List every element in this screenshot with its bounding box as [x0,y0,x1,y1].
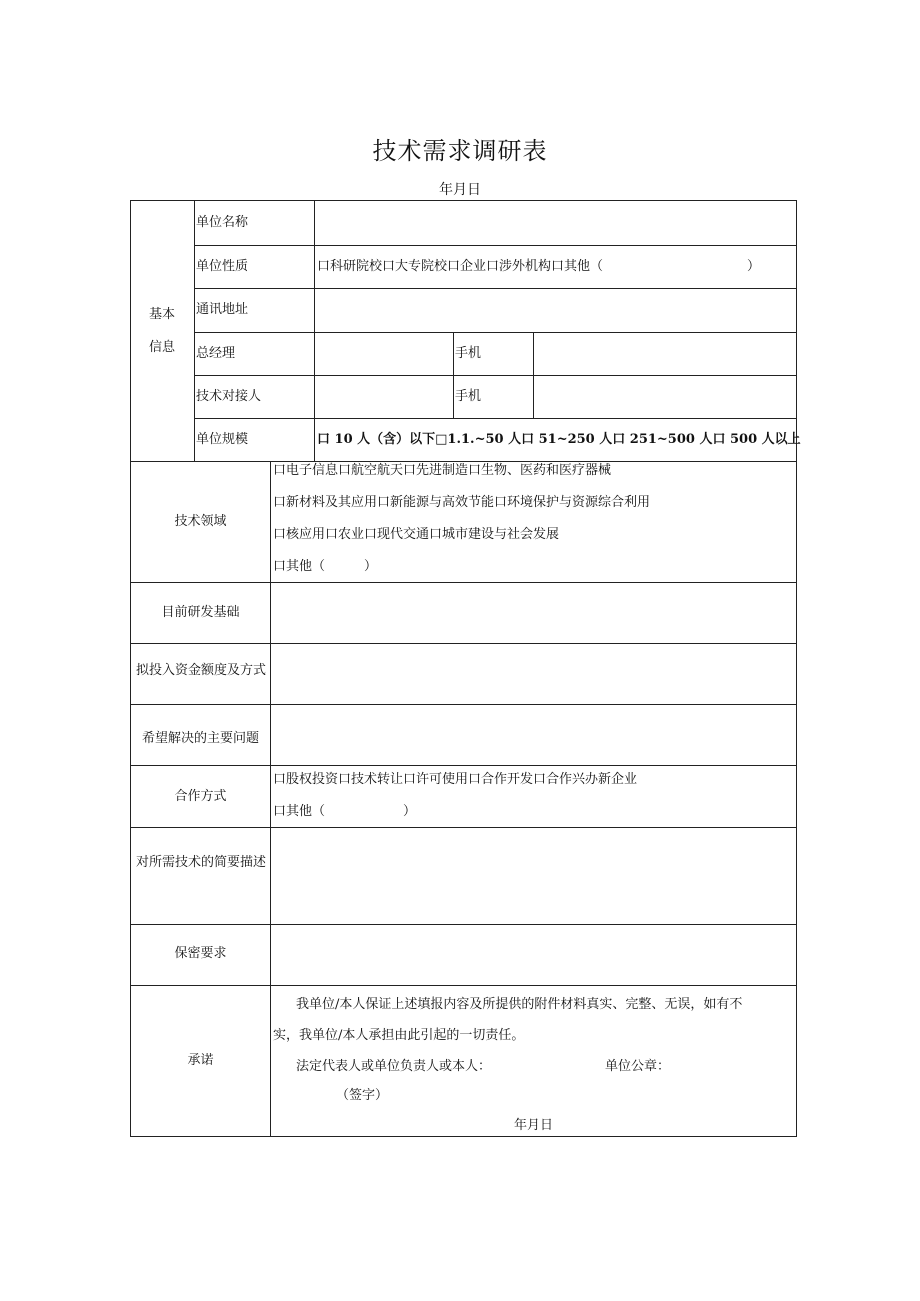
unit-type-label: 单位性质 [196,259,249,274]
col-divider [194,201,195,461]
gm-label: 总经理 [196,346,236,361]
tech-contact-phone-field[interactable] [534,376,796,417]
tech-contact-phone-label: 手机 [455,389,482,404]
gm-phone-field[interactable] [534,333,796,374]
gm-field[interactable] [315,333,452,374]
basic-info-label: 基本 [149,307,176,322]
row-divider [194,245,797,246]
pledge-text: 实，我单位/本人承担由此引起的一切责任。 [273,1028,525,1043]
tech-field-option[interactable]: 口其他（ ） [273,559,378,574]
address-field[interactable] [315,289,796,331]
scale-options[interactable]: 口 10 人（含）以下□1.1.~50 人口 51~250 人口 251~500 人口 500 人以上 [317,432,801,447]
tech-field-option[interactable]: 口核应用口农业口现代交通口城市建设与社会发展 [273,527,560,542]
tech-field-label: 技术领域 [174,514,227,529]
page-title: 技术需求调研表 [372,137,548,165]
scale-label: 单位规模 [196,432,249,447]
cooperation-option[interactable]: 口其他（ ） [273,804,417,819]
unit-name-label: 单位名称 [196,215,249,230]
basic-info-label: 信息 [149,340,176,355]
col-divider [270,461,271,1137]
tech-contact-field[interactable] [315,376,452,417]
unit-type-close: ） [747,259,761,274]
rd-basis-field[interactable] [271,583,796,642]
tech-description-field[interactable] [271,828,796,923]
cooperation-option[interactable]: 口股权投资口技术转让口许可使用口合作开发口合作兴办新企业 [273,772,638,787]
legal-rep-label: 法定代表人或单位负责人或本人： [296,1059,492,1074]
confidentiality-field[interactable] [271,925,796,984]
seal-label: 单位公章： [605,1059,671,1074]
row-divider [131,765,797,766]
confidentiality-label: 保密要求 [174,946,227,961]
row-divider [194,418,797,419]
unit-type-options[interactable]: 口科研院校口大专院校口企业口涉外机构口其他（ [317,259,604,274]
tech-field-option[interactable]: 口新材料及其应用口新能源与高效节能口环境保护与资源综合利用 [273,495,651,510]
gm-phone-label: 手机 [455,346,482,361]
pledge-text: 我单位/本人保证上述填报内容及所提供的附件材料真实、完整、无误，如有不 [296,997,743,1012]
tech-field-option[interactable]: 口电子信息口航空航天口先进制造口生物、医药和医疗器械 [273,463,612,478]
row-divider [131,985,797,986]
tech-contact-label: 技术对接人 [196,389,262,404]
unit-name-field[interactable] [315,202,796,244]
form-date: 年月日 [439,182,481,198]
cooperation-label: 合作方式 [174,789,227,804]
survey-table [130,200,801,1137]
address-label: 通讯地址 [196,302,249,317]
pledge-date: 年月日 [514,1118,554,1133]
pledge-label: 承诺 [187,1053,214,1068]
investment-label: 拟投入资金额度及方式 [135,663,266,678]
main-problem-field[interactable] [271,705,796,764]
main-problem-label: 希望解决的主要问题 [141,731,259,746]
rd-basis-label: 目前研发基础 [161,605,240,620]
tech-description-label: 对所需技术的简要描述 [135,855,266,870]
sign-label: （签字） [336,1088,389,1103]
col-divider [453,332,454,418]
investment-field[interactable] [271,644,796,703]
